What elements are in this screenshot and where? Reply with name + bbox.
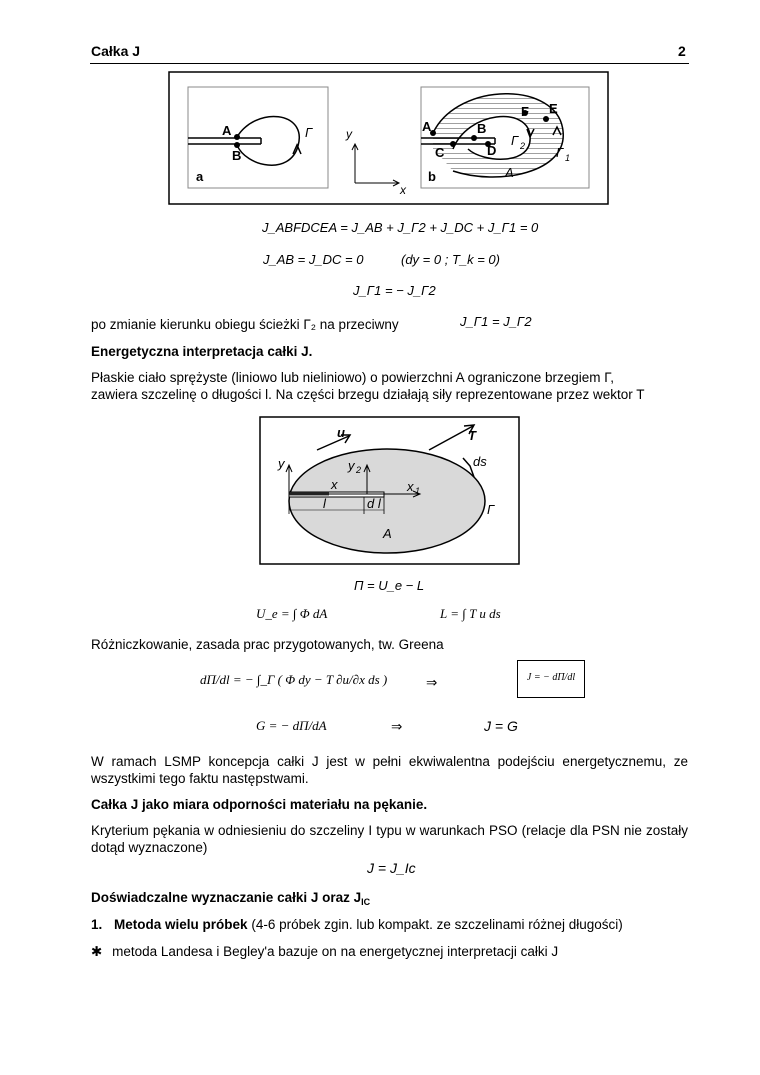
page-header-title: Całka J (91, 43, 141, 59)
svg-text:A: A (505, 165, 514, 180)
svg-text:1: 1 (415, 486, 421, 496)
equation-strain-energy: U_e = ∫ Φ dA (256, 606, 328, 621)
svg-text:Γ: Γ (487, 502, 495, 517)
label-panel-b: b (428, 169, 436, 184)
traction-vector (429, 426, 473, 450)
svg-text:y: y (278, 456, 285, 471)
boxed-result (517, 660, 585, 698)
equation-j-equals-g: J = G (484, 718, 518, 734)
point-b-e (543, 116, 549, 122)
svg-text:2: 2 (356, 465, 362, 475)
list-item-1-detail: (4-6 próbek zgin. lub kompakt. ze szczelinami różnej długości) (251, 917, 623, 932)
svg-text:D: D (487, 143, 497, 158)
svg-text:l: l (323, 496, 326, 511)
svg-text:A: A (383, 526, 392, 541)
section-title-experimental-text: Doświadczalne wyznaczanie całki J oraz J (91, 890, 362, 905)
equation-contour-sum: J_ABFDCEA = J_AB + J_Γ2 + J_DC + J_Γ1 = 0 (262, 220, 539, 235)
svg-text:Γ: Γ (556, 145, 564, 160)
equation-potential-energy: Π = U_e − L (354, 578, 425, 593)
svg-text:C: C (435, 145, 445, 160)
equation-g-definition: G = − dΠ/dA (256, 718, 327, 733)
equation-crack-faces: J_AB = J_DC = 0 (263, 252, 364, 267)
point-a (234, 134, 240, 140)
section-title-toughness: Całka J jako miara odporności materiału na pękanie. (91, 797, 428, 812)
equation-gamma-relation: J_Γ1 = − J_Γ2 (353, 283, 436, 298)
figure-j-integral-paths (168, 71, 610, 205)
label-axis-y: y (346, 127, 352, 141)
section-title-experimental (91, 889, 370, 908)
paragraph-lsmp: W ramach LSMP koncepcja całki J jest w pełni ekwiwalentna podejściu energetycznemu, ze wszystkimi tego faktu następstwami. (91, 754, 688, 786)
point-b-c (450, 141, 456, 147)
svg-text:u: u (337, 425, 345, 440)
svg-text:A: A (422, 119, 432, 134)
svg-text:d l: d l (367, 496, 381, 511)
svg-text:1: 1 (565, 153, 571, 163)
svg-text:2: 2 (520, 141, 526, 151)
paragraph-differentiation: Różniczkowanie, zasada prac przygotowanych, tw. Greena (91, 637, 444, 652)
svg-text:E: E (549, 101, 558, 116)
section-title-subscript: IC (361, 897, 371, 907)
label-b: B (232, 148, 242, 163)
svg-text:x: x (407, 479, 414, 494)
path-gamma (237, 116, 299, 165)
bullet-item (91, 943, 558, 960)
page-number: 2 (678, 43, 686, 59)
svg-text:F: F (521, 104, 529, 119)
implies-arrow-1: ⇒ (426, 675, 438, 690)
paragraph-body-line1: Płaskie ciało sprężyste (liniowo lub nieliniowo) o powierzchni A ograniczone brzegiem Γ, (91, 370, 614, 385)
bullet-star-icon: ✱ (91, 944, 103, 959)
header-rule (90, 63, 689, 64)
paragraph-body-line2: zawiera szczelinę o długości l. Na części brzegu działają siły reprezentowane przez wektor T (91, 387, 645, 402)
boxed-equation: J = − dΠ/dl (526, 672, 576, 683)
svg-text:Γ: Γ (511, 133, 519, 148)
list-item-1 (91, 916, 623, 933)
svg-text:y: y (348, 458, 355, 473)
figure-elastic-body (259, 416, 521, 566)
section-title-energy: Energetyczna interpretacja całki J. (91, 344, 313, 359)
text-after-equation: po zmianie kierunku obiegu ścieżki Γ₂ na przeciwny (91, 317, 399, 332)
equation-crack-conditions: (dy = 0 ; T_k = 0) (401, 252, 500, 267)
svg-text:B: B (477, 121, 487, 136)
label-panel-a: a (196, 169, 204, 184)
label-axis-x: x (400, 183, 406, 197)
bullet-item-text: metoda Landesa i Begley'a bazuje on na energetycznej interpretacji całki J (112, 944, 559, 959)
paragraph-criterion: Kryterium pękania w odniesieniu do szczeliny I typu w warunkach PSO (relacje dla PSN nie zostały dotąd wyznaczone) (91, 823, 688, 855)
equation-j-ic: J = J_Ic (367, 860, 416, 876)
label-a: A (222, 123, 232, 138)
equation-gamma-equal: J_Γ1 = J_Γ2 (460, 314, 532, 329)
svg-text:ds: ds (473, 454, 487, 469)
implies-arrow-2: ⇒ (391, 719, 403, 734)
list-item-1-title: Metoda wielu próbek (114, 917, 248, 932)
svg-text:T: T (468, 428, 476, 443)
list-item-1-number: 1. (91, 917, 103, 932)
equation-work: L = ∫ T u ds (440, 606, 501, 621)
label-gamma: Γ (305, 125, 313, 140)
svg-text:x: x (331, 477, 338, 492)
equation-energy-release: dΠ/dl = − ∫_Γ ( Φ dy − T ∂u/∂x ds ) (200, 672, 388, 687)
